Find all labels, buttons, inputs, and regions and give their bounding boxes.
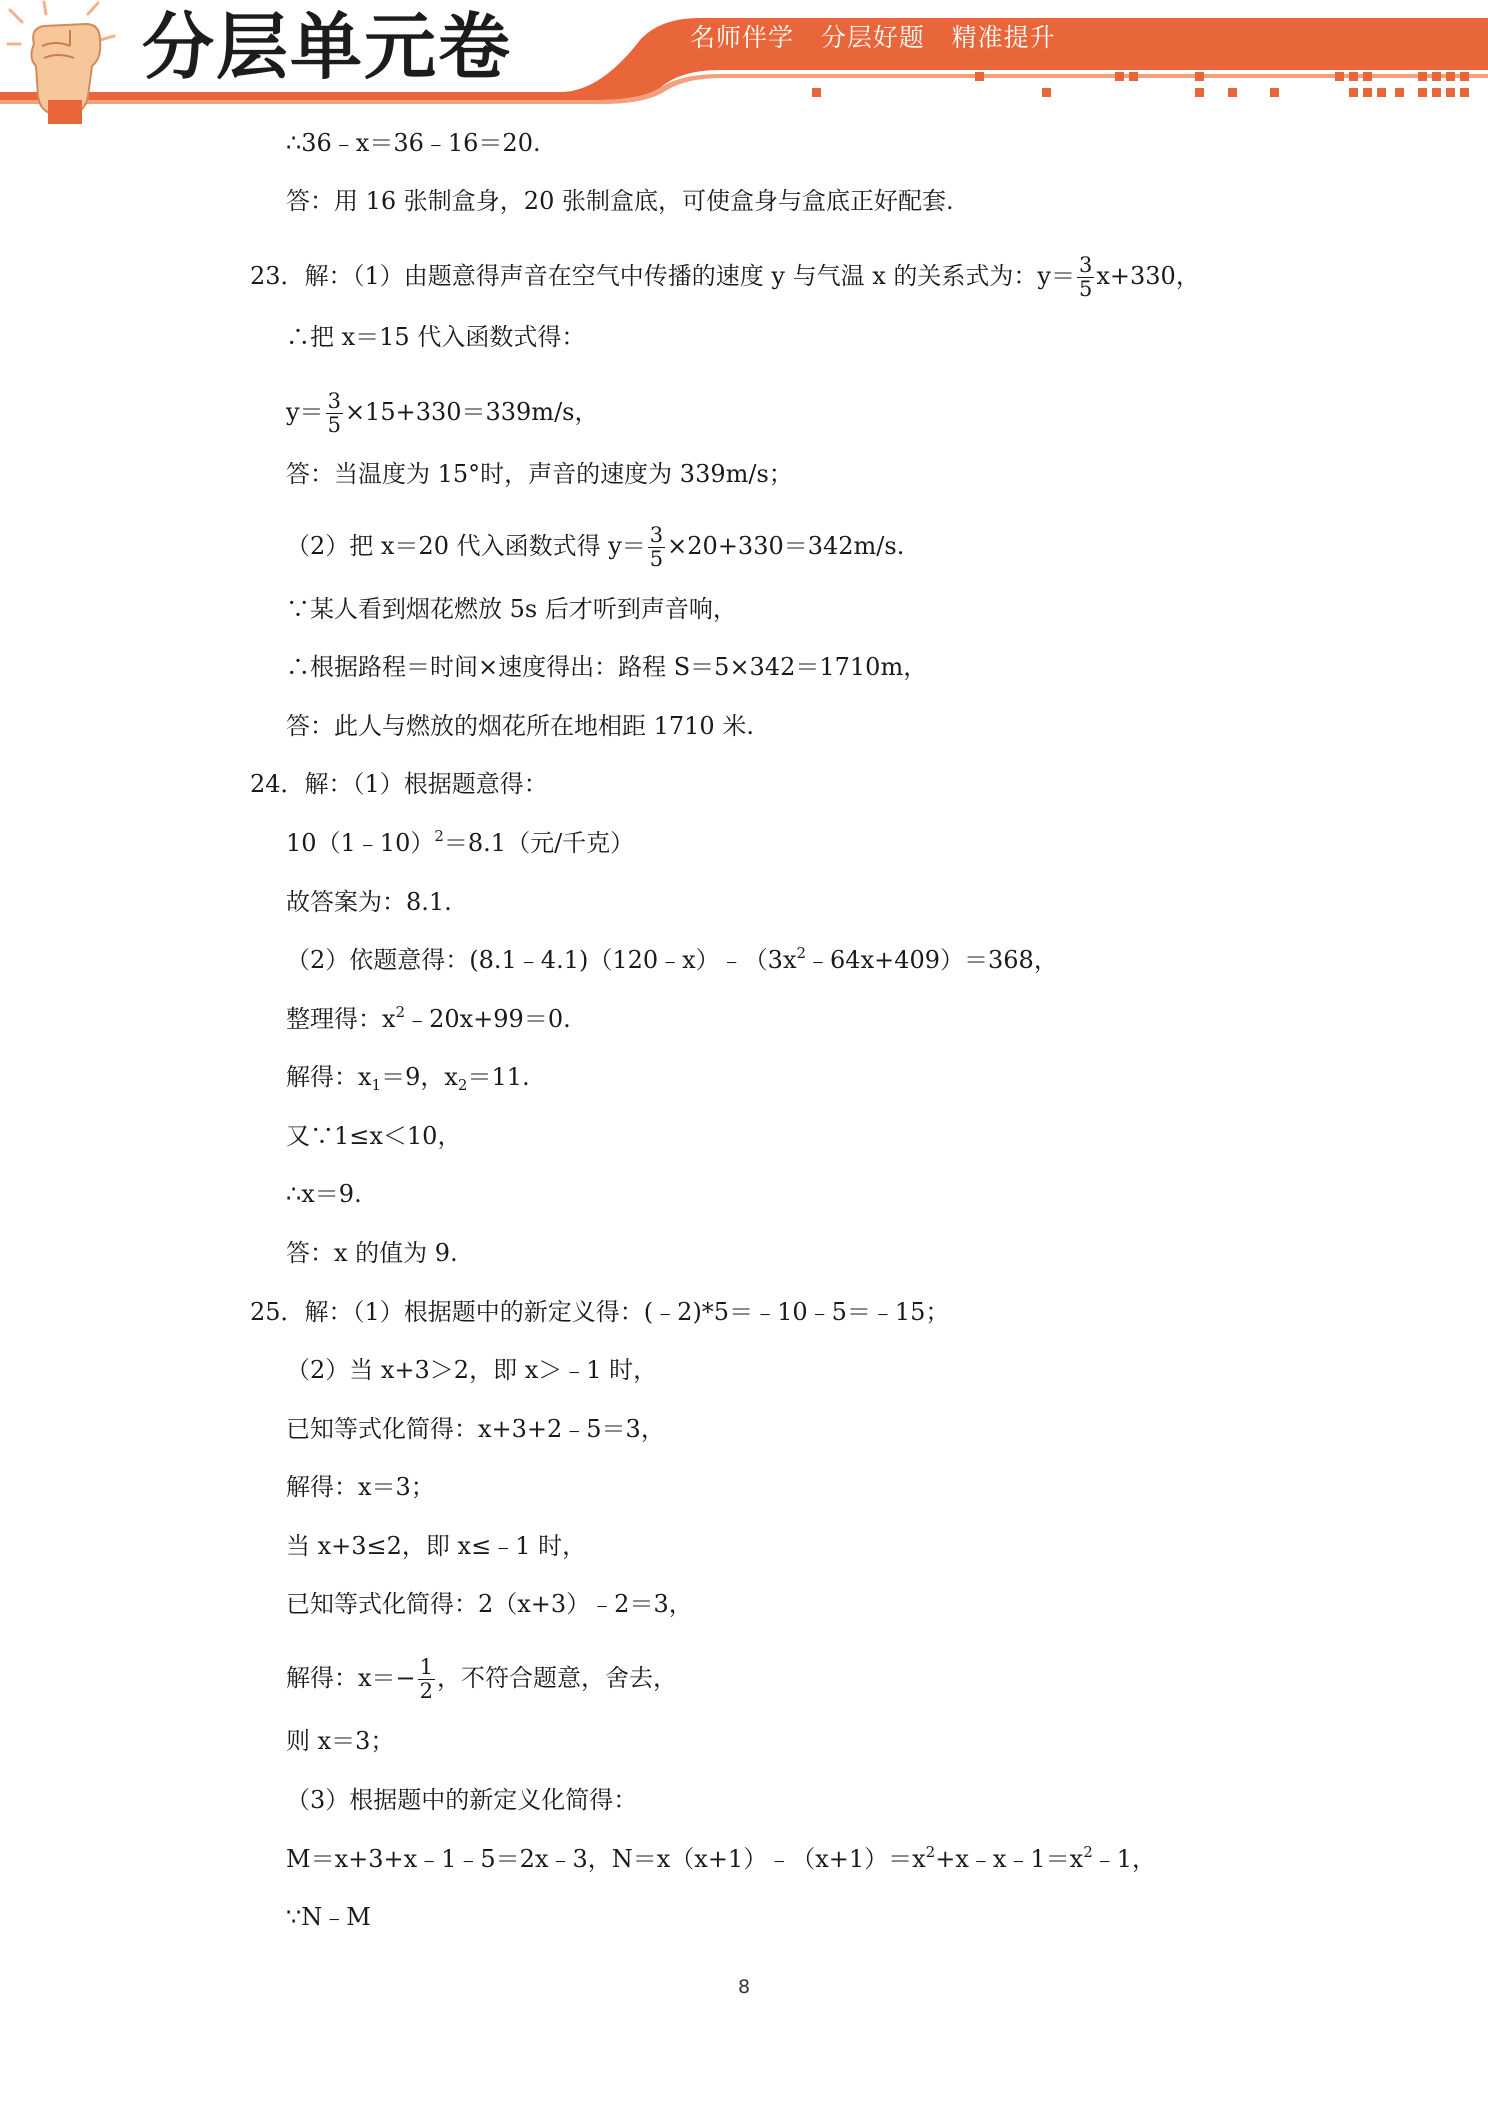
solution-line: 又∵1≤x＜10， xyxy=(286,1122,462,1150)
solution-line xyxy=(286,826,634,860)
answer-line: 答：此人与燃放的烟花所在地相距 1710 米. xyxy=(286,712,754,740)
question-23-text-tail: x+330， xyxy=(1096,262,1200,290)
fraction-three-fifths xyxy=(648,524,665,571)
solution-line: ∴36﹣x＝36﹣16＝20. xyxy=(286,129,541,157)
solution-text: ＝8.1（元/千克） xyxy=(443,829,635,857)
question-25-heading: 25．解：（1）根据题中的新定义得：(﹣2)*5＝﹣10﹣5＝﹣15； xyxy=(250,1298,950,1326)
solution-line: 已知等式化简得：2（x+3）﹣2＝3， xyxy=(286,1590,693,1618)
solution-text: ﹣1， xyxy=(1092,1845,1157,1873)
solution-text: 解得：x＝− xyxy=(286,1664,416,1692)
solution-line xyxy=(286,1656,677,1703)
solution-line: ∵某人看到烟花燃放 5s 后才听到声音响， xyxy=(286,595,737,623)
solution-line: （3）根据题中的新定义化简得： xyxy=(286,1786,638,1814)
fraction-denominator: 5 xyxy=(327,413,341,437)
page-header xyxy=(0,0,1488,125)
solution-text: 整理得：x xyxy=(286,1005,396,1033)
solution-text: 解得：x xyxy=(286,1063,372,1091)
fraction-denominator: 5 xyxy=(1078,277,1093,301)
fraction-three-fifths xyxy=(326,390,343,437)
fraction-denominator: 5 xyxy=(649,547,664,571)
header-slogan: 名师伴学 分层好题 精准提升 xyxy=(690,23,1056,52)
subscript: 1 xyxy=(371,1076,382,1094)
answer-line: 答：x 的值为 9. xyxy=(286,1239,458,1267)
fist-icon xyxy=(8,2,114,124)
solution-line: ∴把 x＝15 代入函数式得： xyxy=(286,323,586,351)
exponent: 2 xyxy=(796,944,807,962)
fraction-numerator: 3 xyxy=(649,523,664,547)
question-23-text: 23．解：（1）由题意得声音在空气中传播的速度 y 与气温 x 的关系式为：y＝ xyxy=(250,262,1075,290)
solution-line xyxy=(286,390,598,437)
solution-text: ＝9，x xyxy=(381,1063,458,1091)
solution-line: ∴x＝9. xyxy=(286,1180,362,1208)
solution-line xyxy=(286,1002,571,1036)
solution-text: y＝ xyxy=(286,398,324,426)
fraction-numerator: 3 xyxy=(1078,253,1093,277)
solution-line xyxy=(286,1060,530,1094)
page-number: 8 xyxy=(737,1976,751,1998)
solution-text: ＝11. xyxy=(467,1063,530,1091)
solution-text: （2）把 x＝20 代入函数式得 y＝ xyxy=(286,532,646,560)
answer-line: 答：当温度为 15°时，声音的速度为 339m/s； xyxy=(286,460,793,488)
solution-line: 已知等式化简得：x+3+2﹣5＝3， xyxy=(286,1415,665,1443)
brand-title: 分层单元卷 xyxy=(142,5,513,89)
solution-line: 解得：x＝3； xyxy=(286,1473,435,1501)
question-23-heading xyxy=(250,254,1200,301)
solution-text: 10（1﹣10） xyxy=(286,829,435,857)
solution-line xyxy=(286,524,904,571)
answer-line: 答：用 16 张制盒身，20 张制盒底，可使盒身与盒底正好配套. xyxy=(286,187,954,215)
solution-text: ×20+330＝342m/s. xyxy=(667,532,905,560)
solution-line: 当 x+3≤2，即 x≤﹣1 时， xyxy=(286,1532,587,1560)
fraction-numerator: 1 xyxy=(419,1655,434,1679)
fraction-denominator: 2 xyxy=(419,1679,434,1703)
solution-line: ∴根据路程＝时间×速度得出：路程 S＝5×342＝1710m， xyxy=(286,653,928,681)
solution-text: M＝x+3+x﹣1﹣5＝2x﹣3，N＝x（x+1）﹣（x+1）＝x xyxy=(286,1845,926,1873)
solution-line xyxy=(286,943,1058,977)
solution-text: ﹣20x+99＝0. xyxy=(405,1005,571,1033)
subscript: 2 xyxy=(457,1076,468,1094)
solution-text: +x﹣x﹣1＝x xyxy=(935,1845,1084,1873)
solution-line xyxy=(286,1842,1156,1876)
fraction-one-half xyxy=(418,1656,435,1703)
exponent: 2 xyxy=(395,1003,406,1021)
solution-text: ，不符合题意，舍去， xyxy=(437,1664,678,1692)
question-24-heading: 24．解：（1）根据题意得： xyxy=(250,770,548,798)
exponent: 2 xyxy=(925,1843,936,1861)
solution-line: （2）当 x+3＞2，即 x＞﹣1 时， xyxy=(286,1356,658,1384)
fraction-three-fifths xyxy=(1077,254,1094,301)
solution-line: ∵N﹣M xyxy=(286,1903,371,1931)
answer-line: 故答案为：8.1. xyxy=(286,888,452,916)
solution-text: （2）依题意得：(8.1﹣4.1)（120﹣x）﹣（3x xyxy=(286,946,797,974)
solution-line: 则 x＝3； xyxy=(286,1727,395,1755)
solution-text: ×15+330＝339m/s， xyxy=(344,398,599,426)
fraction-numerator: 3 xyxy=(327,389,341,413)
exponent: 2 xyxy=(1083,1843,1093,1861)
exponent: 2 xyxy=(434,827,444,845)
solution-text: ﹣64x+409）＝368， xyxy=(806,946,1058,974)
